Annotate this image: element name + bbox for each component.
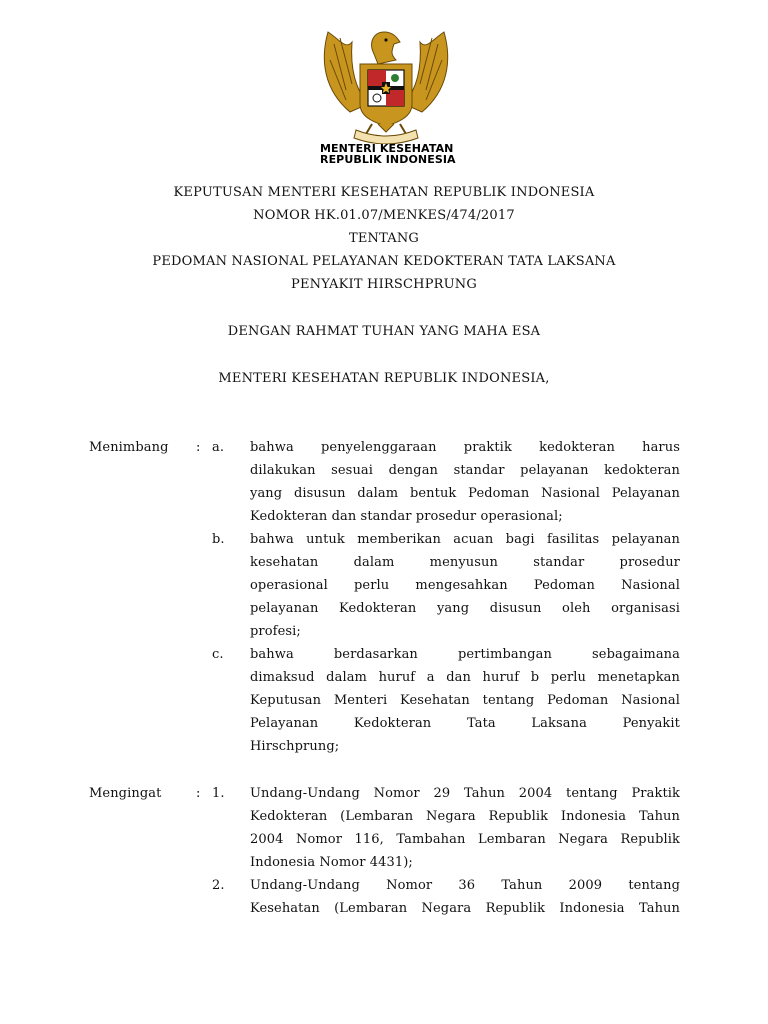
text-line: Pelayanan Kedokteran Tata Laksana Penyakit	[250, 716, 680, 731]
decree-subject-line1: PEDOMAN NASIONAL PELAYANAN KEDOKTERAN TATA LAKSANA	[152, 254, 616, 269]
menimbang-item-b	[250, 528, 680, 643]
list-marker: 1.	[212, 786, 225, 801]
text-line: profesi;	[250, 624, 301, 639]
title-block	[0, 181, 768, 296]
text-line: Undang-Undang Nomor 29 Tahun 2004 tentang Praktik	[250, 786, 680, 801]
text-line: yang disusun dalam bentuk Pedoman Nasional Pelayanan	[250, 486, 680, 501]
decree-subject-line2: PENYAKIT HIRSCHPRUNG	[291, 277, 477, 292]
menimbang-item-c	[250, 643, 680, 758]
list-marker: c.	[212, 647, 224, 662]
ministry-label-line2: REPUBLIK INDONESIA	[320, 153, 456, 166]
garuda-emblem-icon	[316, 20, 456, 144]
text-line: Kedokteran (Lembaran Negara Republik Indonesia Tahun	[250, 809, 680, 824]
list-marker: a.	[212, 440, 225, 455]
menimbang-label: Menimbang	[89, 440, 169, 455]
menimbang-colon: :	[196, 440, 201, 455]
text-line: Hirschprung;	[250, 739, 340, 754]
list-marker: b.	[212, 532, 225, 547]
mengingat-label: Mengingat	[89, 786, 162, 801]
text-line: dilakukan sesuai dengan standar pelayanan kedokteran	[250, 463, 680, 478]
signatory-block	[0, 367, 768, 390]
mengingat-item-1	[250, 782, 680, 874]
text-line: pelayanan Kedokteran yang disusun oleh organisasi	[250, 601, 680, 616]
text-line: Indonesia Nomor 4431);	[250, 855, 413, 870]
text-line: 2004 Nomor 116, Tambahan Lembaran Negara Republik	[250, 832, 680, 847]
text-line: bahwa untuk memberikan acuan bagi fasilitas pelayanan	[250, 532, 680, 547]
text-line: dimaksud dalam huruf a dan huruf b perlu menetapkan	[250, 670, 680, 685]
list-marker: 2.	[212, 878, 225, 893]
ministry-label	[320, 143, 470, 165]
text-line: Kesehatan (Lembaran Negara Republik Indonesia Tahun	[250, 901, 680, 916]
ministry-label-line1: MENTERI KESEHATAN	[320, 142, 454, 155]
mengingat-colon: :	[196, 786, 201, 801]
decree-tentang: TENTANG	[348, 231, 420, 246]
text-line: Undang-Undang Nomor 36 Tahun 2009 tentang	[250, 878, 680, 893]
text-line: bahwa penyelenggaraan praktik kedokteran harus	[250, 440, 680, 455]
decree-number: NOMOR HK.01.07/MENKES/474/2017	[253, 208, 515, 223]
text-line: Kedokteran dan standar prosedur operasional;	[250, 509, 563, 524]
signatory-line: MENTERI KESEHATAN REPUBLIK INDONESIA,	[218, 371, 550, 386]
decree-title: KEPUTUSAN MENTERI KESEHATAN REPUBLIK INDONESIA	[173, 185, 595, 200]
blessing-line: DENGAN RAHMAT TUHAN YANG MAHA ESA	[227, 324, 541, 339]
text-line: operasional perlu mengesahkan Pedoman Nasional	[250, 578, 680, 593]
mengingat-item-2	[250, 874, 680, 920]
text-line: bahwa berdasarkan pertimbangan sebagaimana	[250, 647, 680, 662]
menimbang-item-a	[250, 436, 680, 528]
text-line: kesehatan dalam menyusun standar prosedur	[250, 555, 680, 570]
text-line: Keputusan Menteri Kesehatan tentang Pedoman Nasional	[250, 693, 680, 708]
blessing-block	[0, 320, 768, 343]
